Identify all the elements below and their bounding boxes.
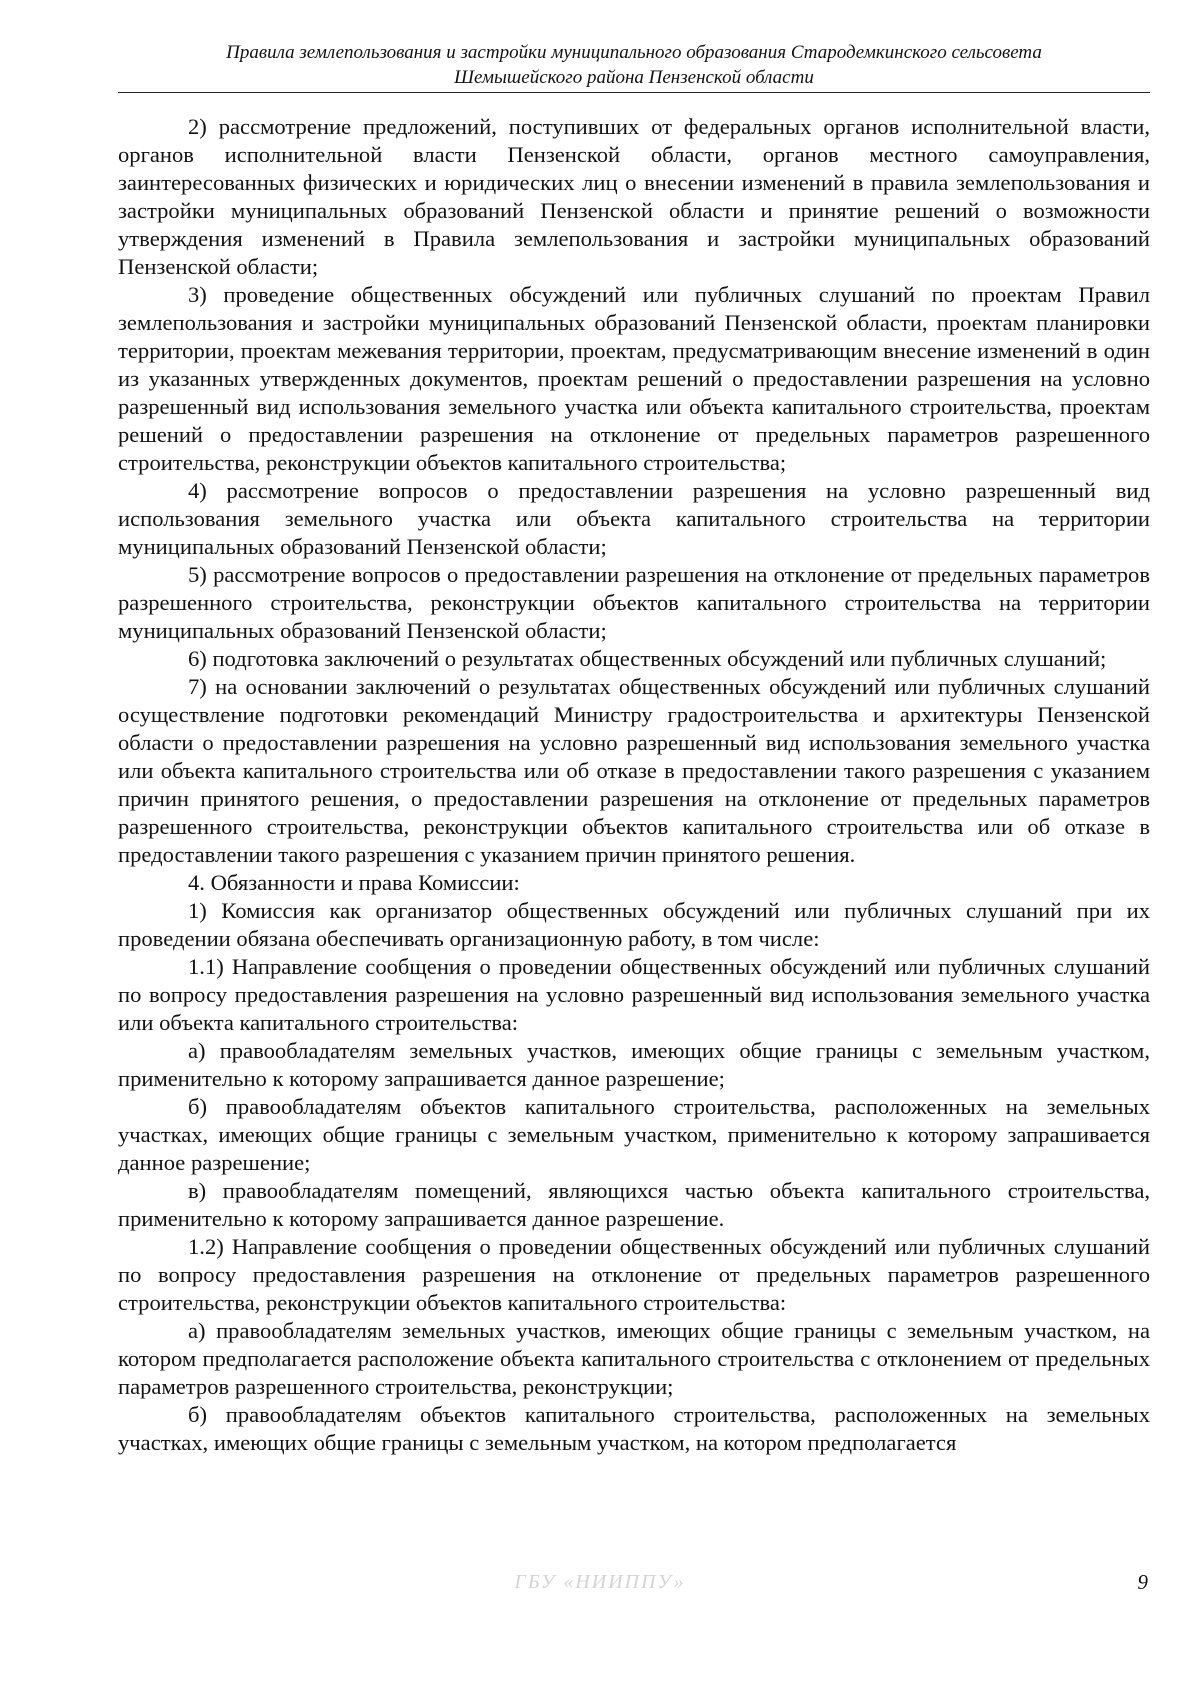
paragraph-item-5: 5) рассмотрение вопросов о предоставлении разрешения на отклонение от предельных параметров разрешенного строительства, реконструкции объектов капитального строительства на территории муниципальных образований Пензенской области;	[118, 562, 1150, 643]
paragraph-duty-1-1-a: а) правообладателям земельных участков, имеющих общие границы с земельным участком, применительно к которому запрашивается данное разрешение;	[118, 1038, 1150, 1091]
paragraph-duty-1-1: 1.1) Направление сообщения о проведении общественных обсуждений или публичных слушаний по вопросу предоставления разрешения на условно разрешенный вид использования земельного участка или объекта капитального строительства:	[118, 954, 1150, 1035]
paragraph-item-7: 7) на основании заключений о результатах общественных обсуждений или публичных слушаний осуществление подготовки рекомендаций Министру градостроительства и архитектуры Пензенской области о предоставлении разрешения на условно разрешенный вид использования земельного участка или объекта капитального строительства или об отказе в предоставлении такого разрешения с указанием причин принятого решения, о предоставлении разрешения на отклонение от предельных параметров разрешенного строительства, реконструкции объектов капитального строительства или об отказе в предоставлении такого разрешения с указанием причин принятого решения.	[118, 674, 1150, 867]
paragraph-duty-1-2-b: б) правообладателям объектов капитального строительства, расположенных на земельных участках, имеющих общие границы с земельным участком, на котором предполагается	[118, 1402, 1150, 1455]
header-line-2: Шемышейского района Пензенской области	[454, 67, 814, 88]
document-body	[118, 113, 1150, 1457]
paragraph-duty-1-1-b: б) правообладателям объектов капитального строительства, расположенных на земельных участках, имеющих общие границы с земельным участком, применительно к которому запрашивается данное разрешение;	[118, 1094, 1150, 1175]
page-number: 9	[1137, 1570, 1148, 1594]
footer-organization-stamp: ГБУ «НИИППУ»	[514, 1571, 686, 1593]
header-line-1: Правила землепользования и застройки муниципального образования Стародемкинского сельсовета	[226, 42, 1042, 63]
paragraph-item-2: 2) рассмотрение предложений, поступивших от федеральных органов исполнительной власти, органов исполнительной власти Пензенской области, органов местного самоуправления, заинтересованных физических и юридических лиц о внесении изменений в правила землепользования и застройки муниципальных образований Пензенской области и принятие решений о возможности утверждения изменений в Правила землепользования и застройки муниципальных образований Пензенской области;	[118, 114, 1150, 279]
paragraph-duty-1-2: 1.2) Направление сообщения о проведении общественных обсуждений или публичных слушаний по вопросу предоставления разрешения на отклонение от предельных параметров разрешенного строительства, реконструкции объектов капитального строительства:	[118, 1234, 1150, 1315]
paragraph-item-4: 4) рассмотрение вопросов о предоставлении разрешения на условно разрешенный вид использования земельного участка или объекта капитального строительства на территории муниципальных образований Пензенской области;	[118, 478, 1150, 559]
paragraph-item-6: 6) подготовка заключений о результатах общественных обсуждений или публичных слушаний;	[188, 646, 1107, 671]
section-heading-duties: 4. Обязанности и права Комиссии:	[188, 870, 520, 895]
paragraph-duty-1-2-a: а) правообладателям земельных участков, имеющих общие границы с земельным участком, на котором предполагается расположение объекта капитального строительства с отклонением от предельных параметров разрешенного строительства, реконструкции;	[118, 1318, 1150, 1399]
paragraph-duty-1-1-v: в) правообладателям помещений, являющихся частью объекта капитального строительства, применительно к которому запрашивается данное разрешение.	[118, 1178, 1150, 1231]
running-header	[118, 40, 1150, 93]
paragraph-duty-1: 1) Комиссия как организатор общественных обсуждений или публичных слушаний при их проведении обязана обеспечивать организационную работу, в том числе:	[118, 898, 1150, 951]
paragraph-item-3: 3) проведение общественных обсуждений или публичных слушаний по проектам Правил землепользования и застройки муниципальных образований Пензенской области, проектам планировки территории, проектам межевания территории, проектам, предусматривающим внесение изменений в один из указанных утвержденных документов, проектам решений о предоставлении разрешения на условно разрешенный вид использования земельного участка или объекта капитального строительства, проектам решений о предоставлении разрешения на отклонение от предельных параметров разрешенного строительства, реконструкции объектов капитального строительства;	[118, 282, 1150, 475]
